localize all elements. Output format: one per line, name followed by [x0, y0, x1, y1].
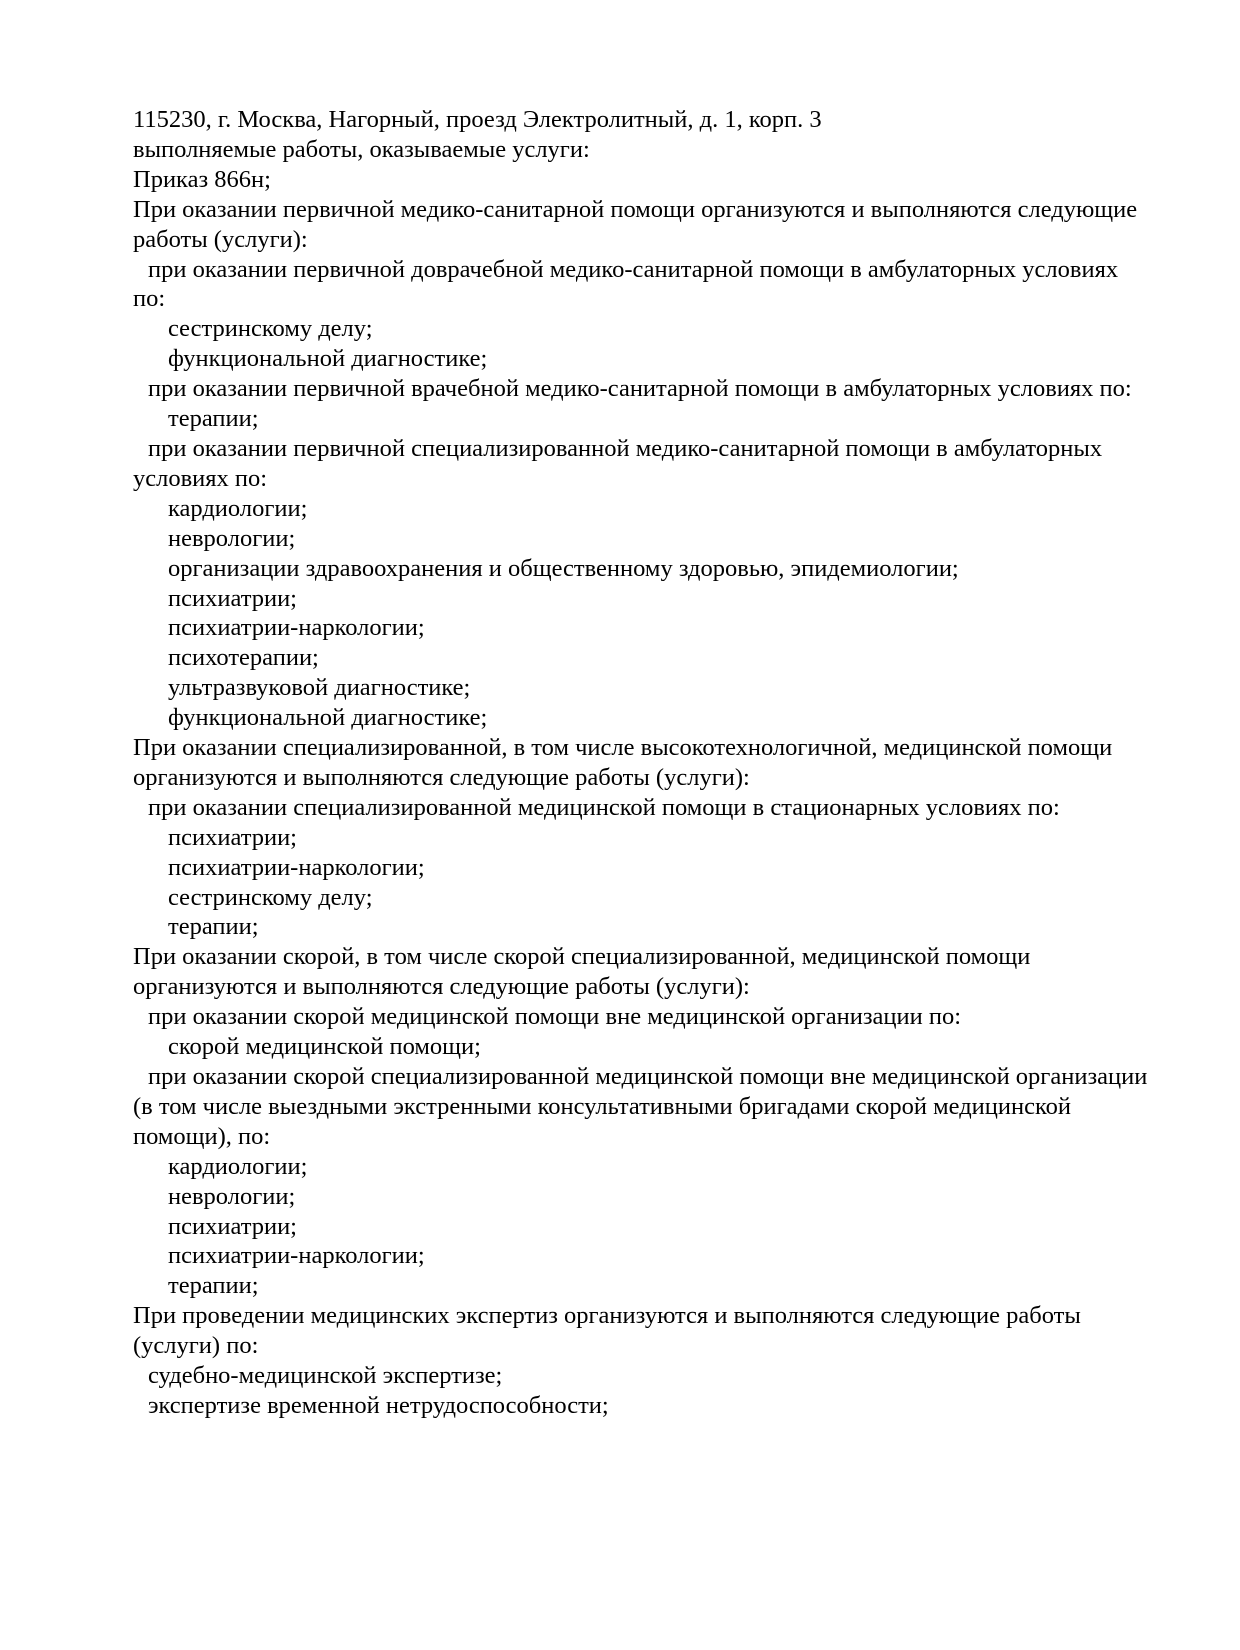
- text-line: психиатрии;: [168, 823, 297, 851]
- text-line: помощи), по:: [133, 1122, 271, 1150]
- text-line: При оказании первичной медико-санитарной помощи организуются и выполняются следующие: [133, 195, 1138, 223]
- text-line: при оказании первичной врачебной медико-санитарной помощи в амбулаторных условиях по:: [148, 375, 1132, 403]
- text-line: терапии;: [168, 913, 259, 941]
- text-line: неврологии;: [168, 1182, 296, 1210]
- text-line: (в том числе выездными экстренными консультативными бригадами скорой медицинской: [133, 1092, 1071, 1120]
- text-line: сестринскому делу;: [168, 883, 373, 911]
- text-line: экспертизе временной нетрудоспособности;: [148, 1391, 609, 1419]
- text-line: организации здравоохранения и общественному здоровью, эпидемиологии;: [168, 554, 959, 582]
- text-line: при оказании первичной доврачебной медико-санитарной помощи в амбулаторных условиях: [148, 255, 1119, 283]
- text-line: по:: [133, 285, 166, 313]
- text-line: психиатрии-наркологии;: [168, 614, 425, 642]
- text-line: неврологии;: [168, 524, 296, 552]
- text-line: сестринскому делу;: [168, 315, 373, 343]
- text-line: организуются и выполняются следующие работы (услуги):: [133, 763, 750, 791]
- text-line: (услуги) по:: [133, 1332, 259, 1360]
- text-line: психиатрии;: [168, 1212, 297, 1240]
- text-line: психотерапии;: [168, 644, 319, 672]
- text-line: организуются и выполняются следующие работы (услуги):: [133, 973, 750, 1001]
- text-line: функциональной диагностике;: [168, 345, 488, 373]
- text-line: При оказании скорой, в том числе скорой специализированной, медицинской помощи: [133, 943, 1031, 971]
- text-line: При оказании специализированной, в том числе высокотехнологичной, медицинской помощи: [133, 734, 1113, 762]
- text-line: ультразвуковой диагностике;: [168, 674, 471, 702]
- text-line: при оказании скорой медицинской помощи вне медицинской организации по:: [148, 1003, 962, 1031]
- text-line: условиях по:: [133, 464, 268, 492]
- text-line: при оказании скорой специализированной медицинской помощи вне медицинской организации: [148, 1063, 1148, 1090]
- text-line: психиатрии;: [168, 584, 297, 612]
- license-services-text: [133, 105, 1147, 1421]
- text-line: при оказании специализированной медицинской помощи в стационарных условиях по:: [148, 793, 1060, 821]
- text-line: При проведении медицинских экспертиз организуются и выполняются следующие работы: [133, 1302, 1081, 1330]
- text-line: психиатрии-наркологии;: [168, 853, 425, 881]
- text-line: при оказании первичной специализированной медико-санитарной помощи в амбулаторных: [148, 434, 1103, 462]
- text-line: терапии;: [168, 1272, 259, 1300]
- text-line: скорой медицинской помощи;: [168, 1033, 481, 1061]
- text-line: Приказ 866н;: [133, 165, 271, 193]
- text-line: кардиологии;: [168, 1152, 308, 1180]
- text-line: работы (услуги):: [133, 225, 308, 253]
- text-line: судебно-медицинской экспертизе;: [148, 1362, 503, 1390]
- text-line: 115230, г. Москва, Нагорный, проезд Электролитный, д. 1, корп. 3: [133, 106, 822, 133]
- text-line: терапии;: [168, 405, 259, 433]
- text-line: функциональной диагностике;: [168, 704, 488, 732]
- text-line: кардиологии;: [168, 494, 308, 522]
- text-line: выполняемые работы, оказываемые услуги:: [133, 135, 590, 163]
- text-line: психиатрии-наркологии;: [168, 1242, 425, 1270]
